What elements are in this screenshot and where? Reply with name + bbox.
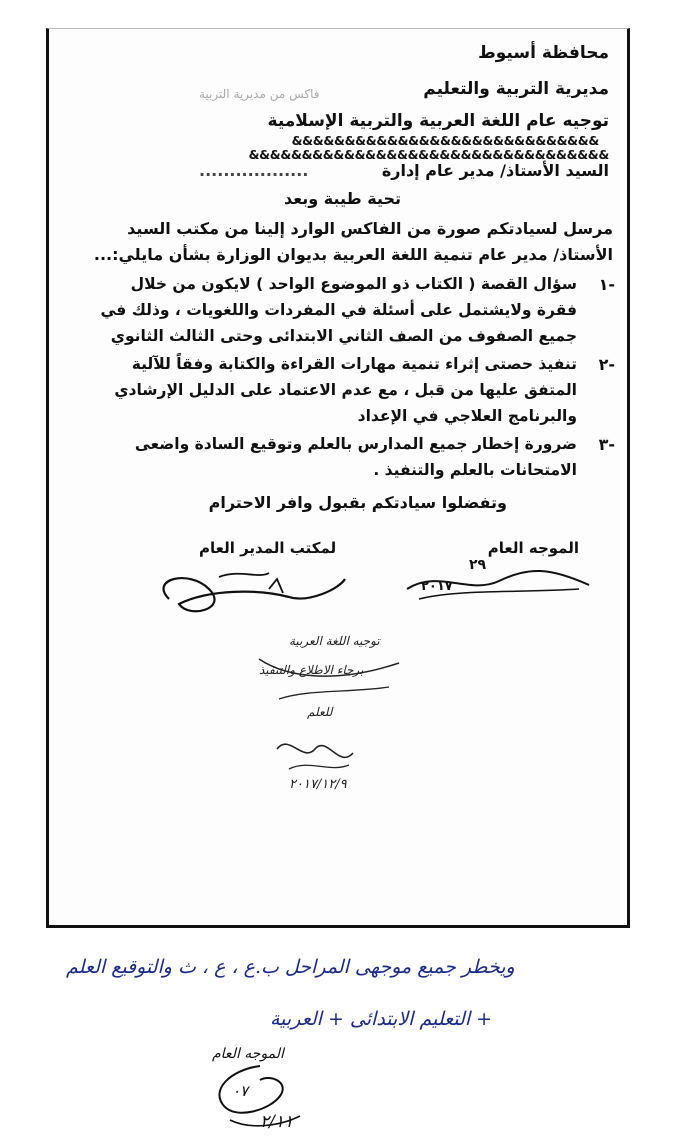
bottom-signature-date-bottom: ٢/١١ (260, 1112, 294, 1132)
item-number: -١ (598, 275, 615, 294)
department-heading: توجيه عام اللغة العربية والتربية الإسلامية (267, 111, 609, 131)
handwritten-note-line-1: ويخطر جميع موجهى المراحل ب.ع ، ع ، ث والتوقيع العلم (66, 956, 515, 978)
item-line: تنفيذ حصتى إثراء تنمية مهارات القراءة والكتابة وفقاً للآلية (131, 355, 577, 373)
greeting: تحية طيبة وبعد (284, 189, 401, 208)
item-line: المتفق عليها من قبل ، مع عدم الاعتماد على الدليل الإرشادي (114, 381, 577, 399)
item-line: جميع الصفوف من الصف الثاني الابتدائى وحتى الثالث الثانوي (110, 327, 577, 345)
item-line: ضرورة إخطار جميع المدارس بالعلم وتوقيع السادة واضعى (134, 435, 577, 453)
item-line: فقرة ولايشتمل على أسئلة في المفردات واللغويات ، وذلك في (100, 301, 577, 319)
item-number: -٣ (598, 435, 615, 454)
fax-page (46, 28, 630, 928)
handwritten-note-line-2: + التعليم الابتدائى + العربية (270, 1008, 493, 1030)
ornament-row-2: &&&&&&&&&&&&&&&&&&&&&&&&&&&&&&&&&& (248, 147, 609, 162)
stamp-note-2: برجاء الاطلاع والتنفيذ (259, 663, 364, 677)
ornament-row-1: &&&&&&&&&&&&&&&&&&&&&&&&&&&&& (291, 133, 599, 148)
item-number: -٢ (598, 355, 615, 374)
bottom-signature-name: الموجه العام (212, 1046, 284, 1062)
general-supervisor-label: الموجه العام (487, 539, 579, 557)
bottom-signature-scribble (200, 1060, 310, 1140)
supervisor-date-day: ٢٩ (469, 557, 487, 573)
item-line: والبرنامج العلاجي في الإعداد (357, 407, 577, 425)
stamp-initials (269, 729, 359, 779)
item-line: الامتحانات بالعلم والتنفيذ . (373, 461, 577, 479)
stamp-scribble (249, 649, 409, 709)
directorate-heading: مديرية التربية والتعليم (423, 79, 609, 99)
bottom-signature-date-top: ٠٧ (232, 1082, 249, 1100)
stamp-date: ٢٠١٧/١٢/٩ (289, 777, 347, 792)
stamp-note-3: للعلم (307, 705, 333, 719)
intro-line-2: الأستاذ/ مدير عام تنمية اللغة العربية بديوان الوزارة بشأن مايلي:... (93, 245, 613, 264)
closing-line: وتفضلوا سيادتكم بقبول وافر الاحترام (208, 493, 507, 512)
stamp-note-1: توجيه اللغة العربية (289, 634, 380, 648)
supervisor-date-year: ٢٠١٧ (421, 579, 453, 594)
fax-header-faded: فاكس من مديرية التربية (199, 87, 320, 101)
governorate-heading: محافظة أسيوط (478, 43, 609, 63)
director-signature (149, 559, 349, 629)
intro-line-1: مرسل لسيادتكم صورة من الفاكس الوارد إلينا من مكتب السيد (127, 219, 613, 238)
item-line: سؤال القصة ( الكتاب ذو الموضوع الواحد ) لايكون من خلال (130, 275, 577, 293)
addressee-salutation: السيد الأستاذ/ مدير عام إدارة (381, 161, 609, 180)
general-director-label: لمكتب المدير العام (199, 539, 337, 557)
addressee-blank: .................. (199, 161, 309, 180)
